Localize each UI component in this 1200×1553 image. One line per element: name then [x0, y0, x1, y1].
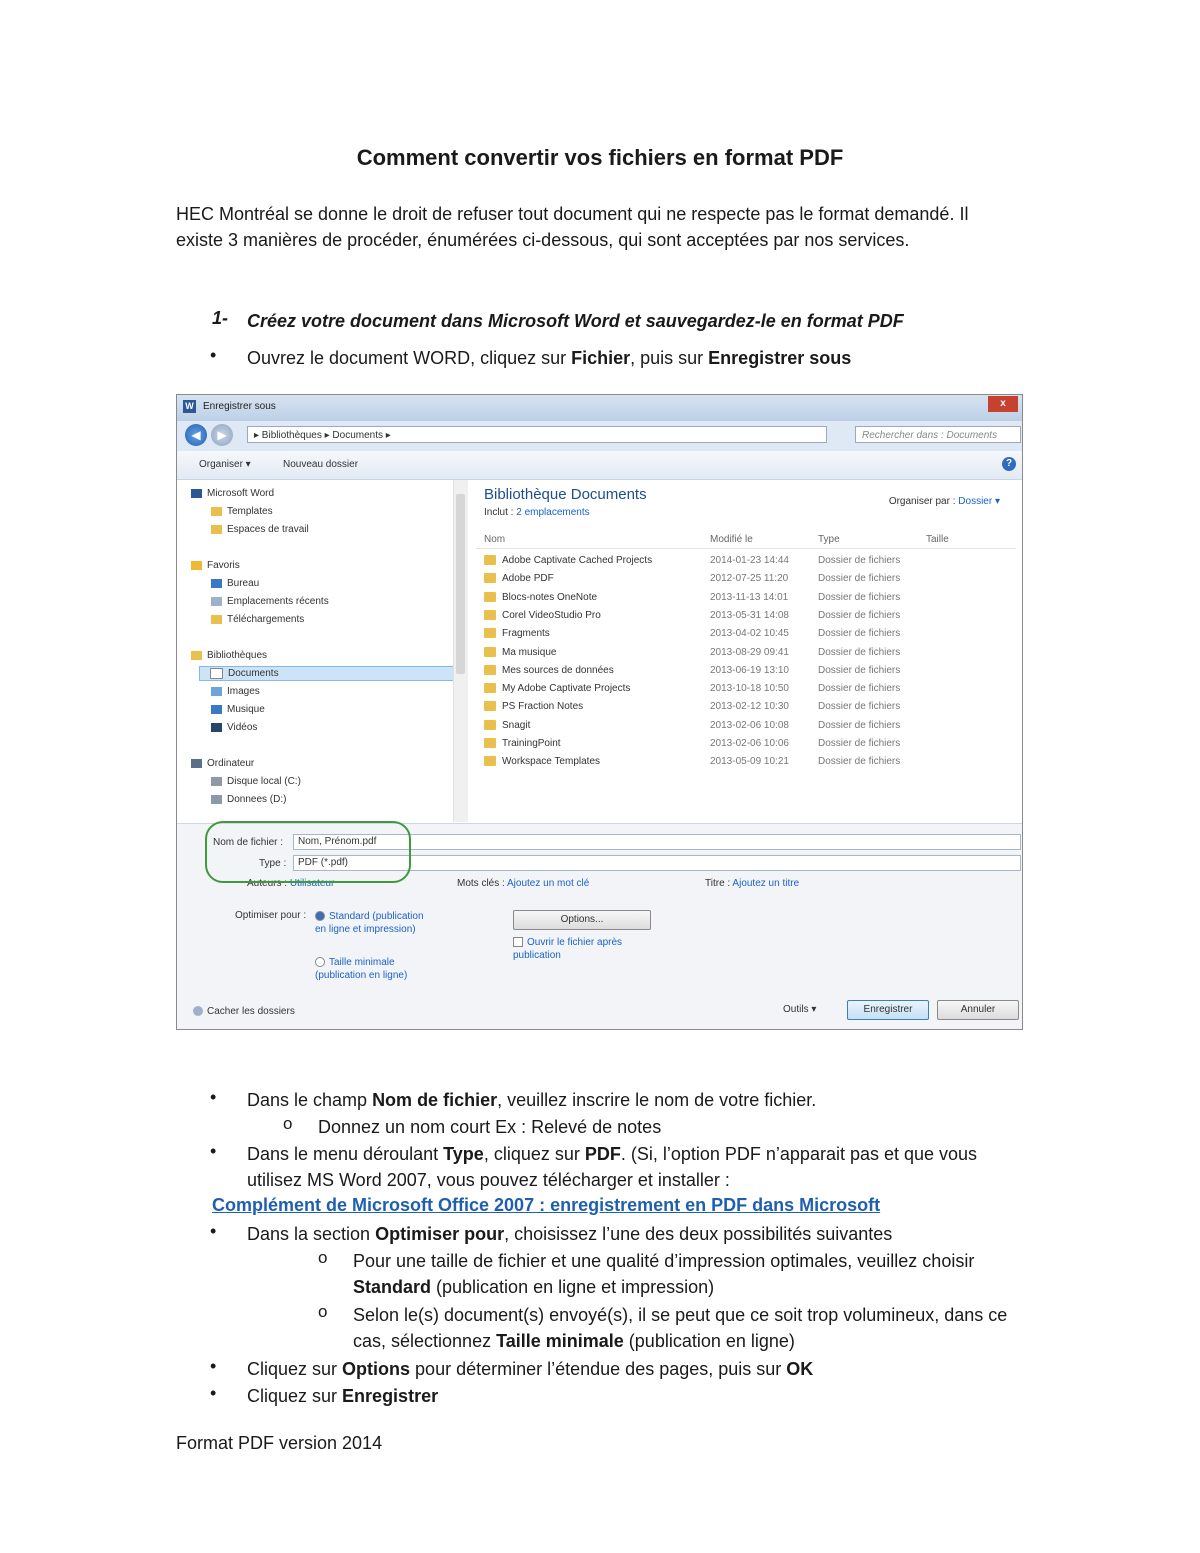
music-icon [211, 705, 222, 714]
dialog-title: Enregistrer sous [203, 401, 276, 412]
file-name: Adobe Captivate Cached Projects [502, 555, 653, 566]
file-type: Dossier de fichiers [818, 683, 901, 695]
authors: Auteurs : Utilisateur [247, 878, 335, 889]
file-type: Dossier de fichiers [818, 628, 901, 640]
file-date: 2013-05-31 14:08 [710, 609, 789, 621]
sub-bullet-standard: Pour une taille de fichier et une qualité d’impression optimales, veuillez choisir Standard (publication en ligne et impression) [353, 1251, 975, 1297]
table-row[interactable] [476, 625, 1016, 643]
documents-icon [210, 668, 223, 679]
column-header-type[interactable]: Type [818, 534, 840, 545]
bullet-options: Cliquez sur Options pour déterminer l’étendue des pages, puis sur OK [247, 1359, 814, 1379]
nav-item[interactable]: Emplacements récents [211, 596, 329, 607]
bullet-open-document: Ouvrez le document WORD, cliquez sur Fichier, puis sur Enregistrer sous [247, 348, 852, 368]
table-row[interactable] [476, 698, 1016, 716]
drive-icon [211, 795, 222, 804]
folder-icon [484, 573, 496, 583]
page-footer: Format PDF version 2014 [176, 1433, 383, 1453]
table-row[interactable] [476, 735, 1016, 753]
file-name: Mes sources de données [502, 664, 614, 676]
hide-folders-toggle[interactable]: Cacher les dossiers [193, 1006, 295, 1017]
step-heading: Créez votre document dans Microsoft Word et sauvegardez-le en format PDF [247, 311, 904, 331]
library-title: Bibliothèque Documents [484, 486, 647, 503]
tools-menu[interactable]: Outils ▾ [783, 1004, 817, 1015]
forward-arrow-icon[interactable]: ▶ [211, 424, 233, 446]
file-type: Dossier de fichiers [818, 664, 901, 676]
nav-item-documents[interactable]: Documents [199, 666, 461, 681]
table-row[interactable] [476, 644, 1016, 662]
nav-item[interactable]: Ordinateur [191, 758, 254, 769]
organize-button[interactable]: Organiser ▾ [199, 459, 251, 470]
file-name: My Adobe Captivate Projects [502, 683, 631, 695]
scroll-thumb[interactable] [456, 494, 465, 674]
folder-icon [211, 525, 222, 534]
file-name: Workspace Templates [502, 756, 601, 768]
bullet-glyph: • [210, 1087, 217, 1107]
table-row[interactable] [476, 570, 1016, 588]
column-header-modified[interactable]: Modifié le [710, 534, 753, 545]
file-type: Dossier de fichiers [818, 573, 901, 585]
sub-bullet-minimal: Selon le(s) document(s) envoyé(s), il se peut que ce soit trop volumineux, dans ce cas, sélectionnez Taille minimale (publication en ligne) [353, 1305, 1008, 1351]
keywords-value[interactable]: Ajoutez un mot clé [507, 878, 590, 889]
keywords: Mots clés : Ajoutez un mot clé [457, 878, 590, 889]
table-row[interactable] [476, 717, 1016, 735]
folder-icon [484, 647, 496, 657]
address-bar [177, 421, 1022, 451]
filename-label: Nom de fichier : [213, 837, 284, 848]
nav-item[interactable]: Musique [211, 704, 265, 715]
type-select[interactable]: PDF (*.pdf) [293, 855, 1021, 871]
file-name: Ma musique [502, 646, 557, 658]
file-type: Dossier de fichiers [818, 719, 901, 731]
file-type: Dossier de fichiers [818, 591, 901, 603]
bullet-optimize: Dans la section Optimiser pour, choisissez l’une des deux possibilités suivantes [247, 1224, 893, 1244]
dialog-titlebar [177, 395, 1022, 421]
checkbox-icon[interactable] [513, 937, 523, 947]
column-header-size[interactable]: Taille [926, 534, 949, 545]
file-date: 2013-11-13 14:01 [710, 591, 789, 603]
sub-bullet-glyph: o [318, 1302, 328, 1321]
file-date: 2013-05-09 10:21 [710, 756, 789, 768]
table-row[interactable] [476, 589, 1016, 607]
open-after-option[interactable]: Ouvrir le fichier après publication [513, 937, 623, 961]
bullet-save: Cliquez sur Enregistrer [247, 1386, 439, 1406]
dialog-toolbar [177, 451, 1022, 480]
navigation-pane [177, 480, 468, 822]
nav-item[interactable]: Templates [211, 506, 273, 517]
file-type: Dossier de fichiers [818, 646, 901, 658]
office-2007-addin-link[interactable]: Complément de Microsoft Office 2007 : enregistrement en PDF dans Microsoft [212, 1195, 881, 1215]
authors-value[interactable]: Utilisateur [289, 878, 335, 889]
collapse-icon [193, 1006, 203, 1016]
folder-icon [484, 610, 496, 620]
highlight-circle [205, 821, 411, 883]
file-type: Dossier de fichiers [818, 609, 901, 621]
images-icon [211, 687, 222, 696]
folder-icon [484, 592, 496, 602]
nav-item[interactable]: Téléchargements [211, 614, 304, 625]
nav-item[interactable]: Bibliothèques [191, 650, 267, 661]
file-type: Dossier de fichiers [818, 701, 901, 713]
radio-selected-icon[interactable] [315, 911, 325, 921]
file-name: Blocs-notes OneNote [502, 591, 598, 603]
bullet-glyph: • [210, 1356, 217, 1376]
sub-bullet-glyph: o [318, 1248, 328, 1267]
organize-by: Organiser par : Dossier ▾ [888, 496, 1000, 507]
nav-item[interactable]: Bureau [211, 578, 259, 589]
close-button[interactable]: x [988, 396, 1018, 412]
organize-by-select[interactable]: Dossier ▾ [958, 496, 1000, 507]
folder-icon [484, 665, 496, 675]
desktop-icon [211, 579, 222, 588]
bullet-glyph: • [210, 1221, 217, 1241]
title-field: Titre : Ajoutez un titre [705, 878, 800, 889]
save-as-dialog-screenshot [176, 394, 1023, 1030]
file-date: 2014-01-23 14:44 [710, 555, 789, 566]
file-date: 2013-08-29 09:41 [710, 646, 789, 658]
video-icon [211, 723, 222, 732]
nav-item[interactable]: Donnees (D:) [211, 794, 286, 805]
table-row[interactable] [476, 662, 1016, 680]
new-folder-button[interactable]: Nouveau dossier [283, 459, 359, 470]
optimize-label: Optimiser pour : [235, 910, 307, 921]
file-date: 2013-06-19 13:10 [710, 664, 789, 676]
file-name: Snagit [502, 719, 531, 731]
title-value[interactable]: Ajoutez un titre [732, 878, 800, 889]
nav-item[interactable]: Espaces de travail [211, 524, 309, 535]
options-button[interactable]: Options... [513, 910, 651, 930]
folder-icon [484, 701, 496, 711]
bullet-filename: Dans le champ Nom de fichier, veuillez inscrire le nom de votre fichier. [247, 1090, 817, 1110]
folder-icon [484, 738, 496, 748]
bullet-glyph: • [210, 1383, 217, 1403]
recent-places-icon [211, 597, 222, 606]
downloads-icon [211, 615, 222, 624]
folder-icon [484, 628, 496, 638]
file-type: Dossier de fichiers [818, 756, 901, 768]
drive-icon [211, 777, 222, 786]
libraries-icon [191, 651, 202, 660]
file-type: Dossier de fichiers [818, 738, 901, 749]
filename-field[interactable]: Nom, Prénom.pdf [293, 834, 1021, 850]
table-row[interactable] [476, 607, 1016, 625]
page-title: Comment convertir vos fichiers en format PDF [356, 145, 844, 170]
nav-item[interactable]: Favoris [191, 560, 240, 571]
file-date: 2012-07-25 11:20 [710, 573, 789, 585]
folder-icon [484, 683, 496, 693]
table-row[interactable] [476, 552, 1016, 570]
file-name: TrainingPoint [502, 738, 561, 749]
nav-item[interactable]: Microsoft Word [191, 488, 274, 499]
file-type: Dossier de fichiers [818, 555, 901, 566]
search-input[interactable]: Rechercher dans : Documents [855, 426, 1021, 443]
table-row[interactable] [476, 753, 1016, 771]
file-name: Fragments [502, 628, 550, 640]
bullet-glyph: • [210, 345, 217, 365]
folder-icon [484, 756, 496, 766]
path-field[interactable]: ▸ Bibliothèques ▸ Documents ▸ [247, 426, 827, 443]
cancel-button[interactable]: Annuler [937, 1000, 1019, 1020]
folder-icon [484, 555, 496, 565]
optimize-standard-option[interactable]: Standard (publication en ligne et impression) [315, 911, 424, 935]
file-date: 2013-10-18 10:50 [710, 683, 789, 695]
sub-bullet-short-name: Donnez un nom court Ex : Relevé de notes [318, 1117, 662, 1137]
word-icon: W [183, 400, 196, 413]
intro-paragraph: HEC Montréal se donne le droit de refuser tout document qui ne respecte pas le format demandé. Il existe 3 manières de procéder, énumérées ci-dessous, qui sont acceptées par nos services. [176, 204, 969, 250]
file-list-pane [468, 480, 1023, 822]
bullet-type: Dans le menu déroulant Type, cliquez sur PDF. (Si, l’option PDF n’apparait pas et que vous utilisez MS Word 2007, vous pouvez télécharger et installer : [247, 1144, 978, 1190]
star-icon [191, 561, 202, 570]
file-name: Adobe PDF [502, 573, 554, 585]
step-number: 1- [212, 308, 229, 328]
file-date: 2013-02-06 10:08 [710, 719, 789, 731]
file-name: PS Fraction Notes [502, 701, 584, 713]
file-date: 2013-02-12 10:30 [710, 701, 789, 713]
computer-icon [191, 759, 202, 768]
folder-icon [211, 507, 222, 516]
type-label: Type : [259, 858, 287, 869]
includes-link[interactable]: 2 emplacements [516, 507, 590, 518]
nav-item[interactable]: Disque local (C:) [211, 776, 301, 787]
file-date: 2013-04-02 10:45 [710, 628, 789, 640]
radio-icon[interactable] [315, 957, 325, 967]
file-name: Corel VideoStudio Pro [502, 609, 601, 621]
help-icon[interactable]: ? [1002, 457, 1016, 471]
sub-bullet-glyph: o [283, 1114, 293, 1133]
nav-item[interactable]: Vidéos [211, 722, 257, 733]
save-button[interactable]: Enregistrer [847, 1000, 929, 1020]
optimize-minimal-option[interactable]: Taille minimale (publication en ligne) [315, 957, 408, 981]
column-header-name[interactable]: Nom [484, 534, 506, 545]
table-row[interactable] [476, 680, 1016, 698]
nav-scrollbar[interactable] [453, 480, 468, 822]
back-arrow-icon[interactable]: ◀ [185, 424, 207, 446]
word-icon [191, 489, 202, 498]
file-date: 2013-02-06 10:06 [710, 738, 789, 749]
includes-text: Inclut : 2 emplacements [484, 507, 590, 518]
header-divider [476, 548, 1016, 549]
folder-icon [484, 720, 496, 730]
nav-item[interactable]: Images [211, 686, 260, 697]
bullet-glyph: • [210, 1141, 217, 1161]
